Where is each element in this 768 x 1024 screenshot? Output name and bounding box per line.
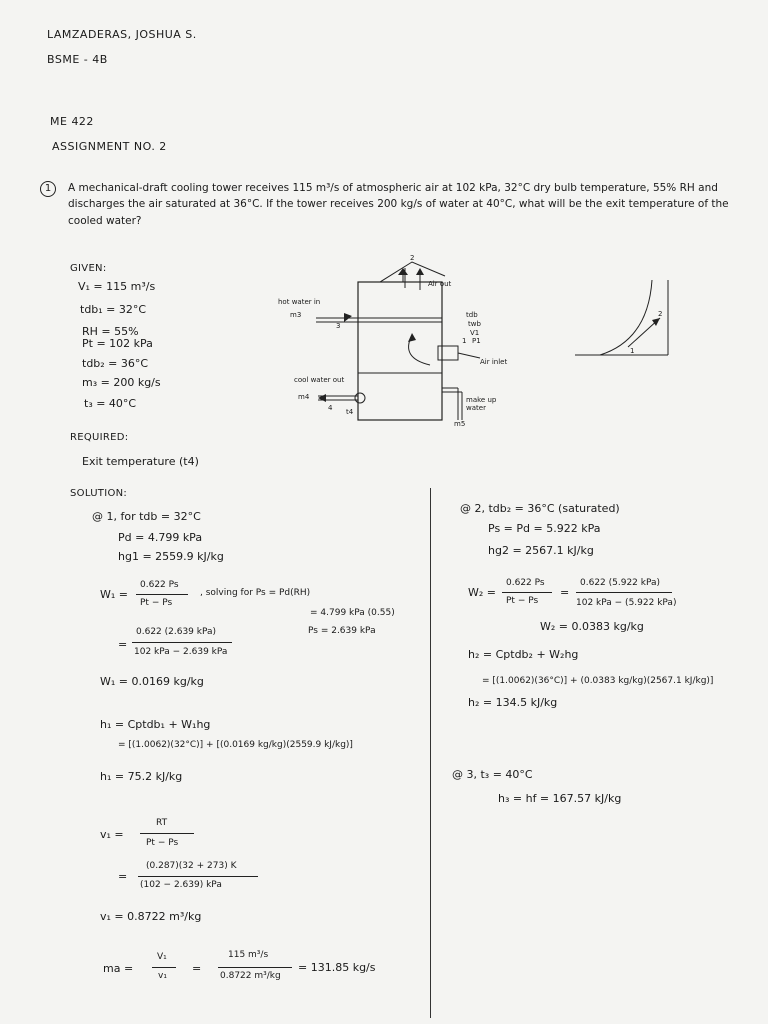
v1-fraction-line (140, 833, 194, 834)
w1-denominator: Pt − Ps (140, 598, 173, 608)
problem-number-circle: 1 (40, 181, 56, 197)
given-tdb1: tdb₁ = 32°C (80, 303, 147, 316)
given-heading: GIVEN: (70, 263, 107, 274)
state2-ps: Ps = Pd = 5.922 kPa (488, 522, 601, 535)
w1-result: W₁ = 0.0169 kg/kg (100, 675, 204, 688)
tdb-label: tdb (466, 311, 478, 319)
ma-denominator-1: v₁ (158, 971, 167, 981)
chart-point-1: 1 (630, 347, 635, 355)
make-up-water-label: make up water (466, 396, 497, 413)
air-inlet-label: Air inlet (480, 358, 508, 366)
m5-label: m5 (454, 420, 466, 428)
ma-fraction-line-2 (218, 967, 292, 968)
v1-denominator: Pt − Ps (146, 838, 179, 848)
h2-substitution: = [(1.0062)(36°C)] + (0.0383 kg/kg)(2567.1 kJ/kg)] (482, 676, 714, 686)
ma-lhs: ma = (103, 962, 134, 975)
given-v1: V₁ = 115 m³/s (78, 280, 156, 293)
given-t3: t₃ = 40°C (84, 397, 137, 410)
state3-title: @ 3, t₃ = 40°C (452, 768, 533, 781)
assignment-number: ASSIGNMENT NO. 2 (52, 140, 167, 153)
v1-denominator-2: (102 − 2.639) kPa (140, 880, 222, 890)
w2-denominator-2: 102 kPa − (5.922 kPa) (576, 598, 677, 608)
w1-fraction-line (136, 594, 188, 595)
w1-eq2: = (118, 638, 128, 651)
w1-solving: , solving for Ps = Pd(RH) (200, 588, 311, 598)
h2-result: h₂ = 134.5 kJ/kg (468, 696, 558, 709)
h1-result: h₁ = 75.2 kJ/kg (100, 770, 183, 783)
ma-result: = 131.85 kg/s (298, 961, 376, 974)
h2-formula: h₂ = Cptdb₂ + W₂hg (468, 648, 579, 661)
student-name: LAMZADERAS, JOSHUA S. (47, 28, 197, 41)
v1-numerator: RT (156, 818, 168, 828)
w2-eq: = (560, 586, 570, 599)
chart-point-2: 2 (658, 310, 663, 318)
required-heading: REQUIRED: (70, 432, 129, 443)
h1-substitution: = [(1.0062)(32°C)] + [(0.0169 kg/kg)(2559.9 kJ/kg)] (118, 740, 353, 750)
hot-water-m3-label: m3 (290, 311, 302, 319)
w1-fraction-line-2 (132, 642, 232, 643)
w2-fraction-line-2 (576, 592, 672, 593)
w2-numerator: 0.622 Ps (506, 578, 545, 588)
ps-result: Ps = 2.639 kPa (308, 626, 376, 636)
w2-denominator: Pt − Ps (506, 596, 539, 606)
cool-water-out-label: cool water out (294, 376, 345, 384)
state-4-label: 4 (328, 404, 333, 412)
v1-numerator-2: (0.287)(32 + 273) K (146, 861, 237, 871)
student-program: BSME - 4B (47, 53, 108, 66)
state1-hg: hg1 = 2559.9 kJ/kg (118, 550, 224, 563)
given-m3: m₃ = 200 kg/s (82, 376, 161, 389)
w1-lhs: W₁ = (100, 588, 128, 601)
w1-denominator-2: 102 kPa − 2.639 kPa (134, 647, 228, 657)
v1-result: v₁ = 0.8722 m³/kg (100, 910, 202, 923)
ma-numerator-2: 115 m³/s (228, 950, 269, 960)
required-line: Exit temperature (t4) (82, 455, 199, 468)
state1-pd: Pd = 4.799 kPa (118, 531, 203, 544)
state3-h: h₃ = hf = 167.57 kJ/kg (498, 792, 622, 805)
given-tdb2: tdb₂ = 36°C (82, 357, 149, 370)
w2-lhs: W₂ = (468, 586, 496, 599)
twb-label: twb (468, 320, 481, 328)
solution-heading: SOLUTION: (70, 488, 128, 499)
v1-eq2: = (118, 870, 128, 883)
w2-fraction-line (502, 592, 552, 593)
state2-hg: hg2 = 2567.1 kJ/kg (488, 544, 594, 557)
w1-numerator-2: 0.622 (2.639 kPa) (136, 627, 217, 637)
w2-result: W₂ = 0.0383 kg/kg (540, 620, 644, 633)
w1-numerator: 0.622 Ps (140, 580, 179, 590)
state-1-label: 1 (462, 337, 467, 345)
state-2-label: 2 (410, 254, 415, 262)
t4-label: t4 (346, 408, 354, 416)
w2-numerator-2: 0.622 (5.922 kPa) (580, 578, 661, 588)
v1-label: V1 (470, 329, 480, 337)
v1-lhs: v₁ = (100, 828, 124, 841)
ma-eq: = (192, 962, 202, 975)
h1-formula: h₁ = Cptdb₁ + W₁hg (100, 718, 211, 731)
ma-denominator-2: 0.8722 m³/kg (220, 971, 281, 981)
hot-water-in-label: hot water in (278, 298, 321, 306)
column-divider (430, 488, 431, 1018)
state-3-label: 3 (336, 322, 341, 330)
given-rh: RH = 55% (82, 325, 139, 338)
ma-numerator-1: V₁ (157, 952, 167, 962)
m4-label: m4 (298, 393, 310, 401)
ma-fraction-line-1 (152, 967, 176, 968)
p1-label: P1 (472, 337, 481, 345)
course-code: ME 422 (50, 115, 94, 128)
given-pt: Pt = 102 kPa (82, 337, 153, 350)
v1-fraction-line-2 (138, 876, 258, 877)
problem-statement: A mechanical-draft cooling tower receives 115 m³/s of atmospheric air at 102 kPa, 32°C dry bulb temperature, 55% RH and discharges the air saturated at 36°C. If the tower receives 200 kg/s of water at 40°C, what will be the exit temperature of the cooled water? (68, 182, 729, 227)
air-out-label: Air out (428, 280, 452, 288)
ps-step1: = 4.799 kPa (0.55) (310, 608, 395, 618)
state1-title: @ 1, for tdb = 32°C (92, 510, 201, 523)
tower-body (358, 282, 442, 420)
state2-title: @ 2, tdb₂ = 36°C (saturated) (460, 502, 620, 515)
